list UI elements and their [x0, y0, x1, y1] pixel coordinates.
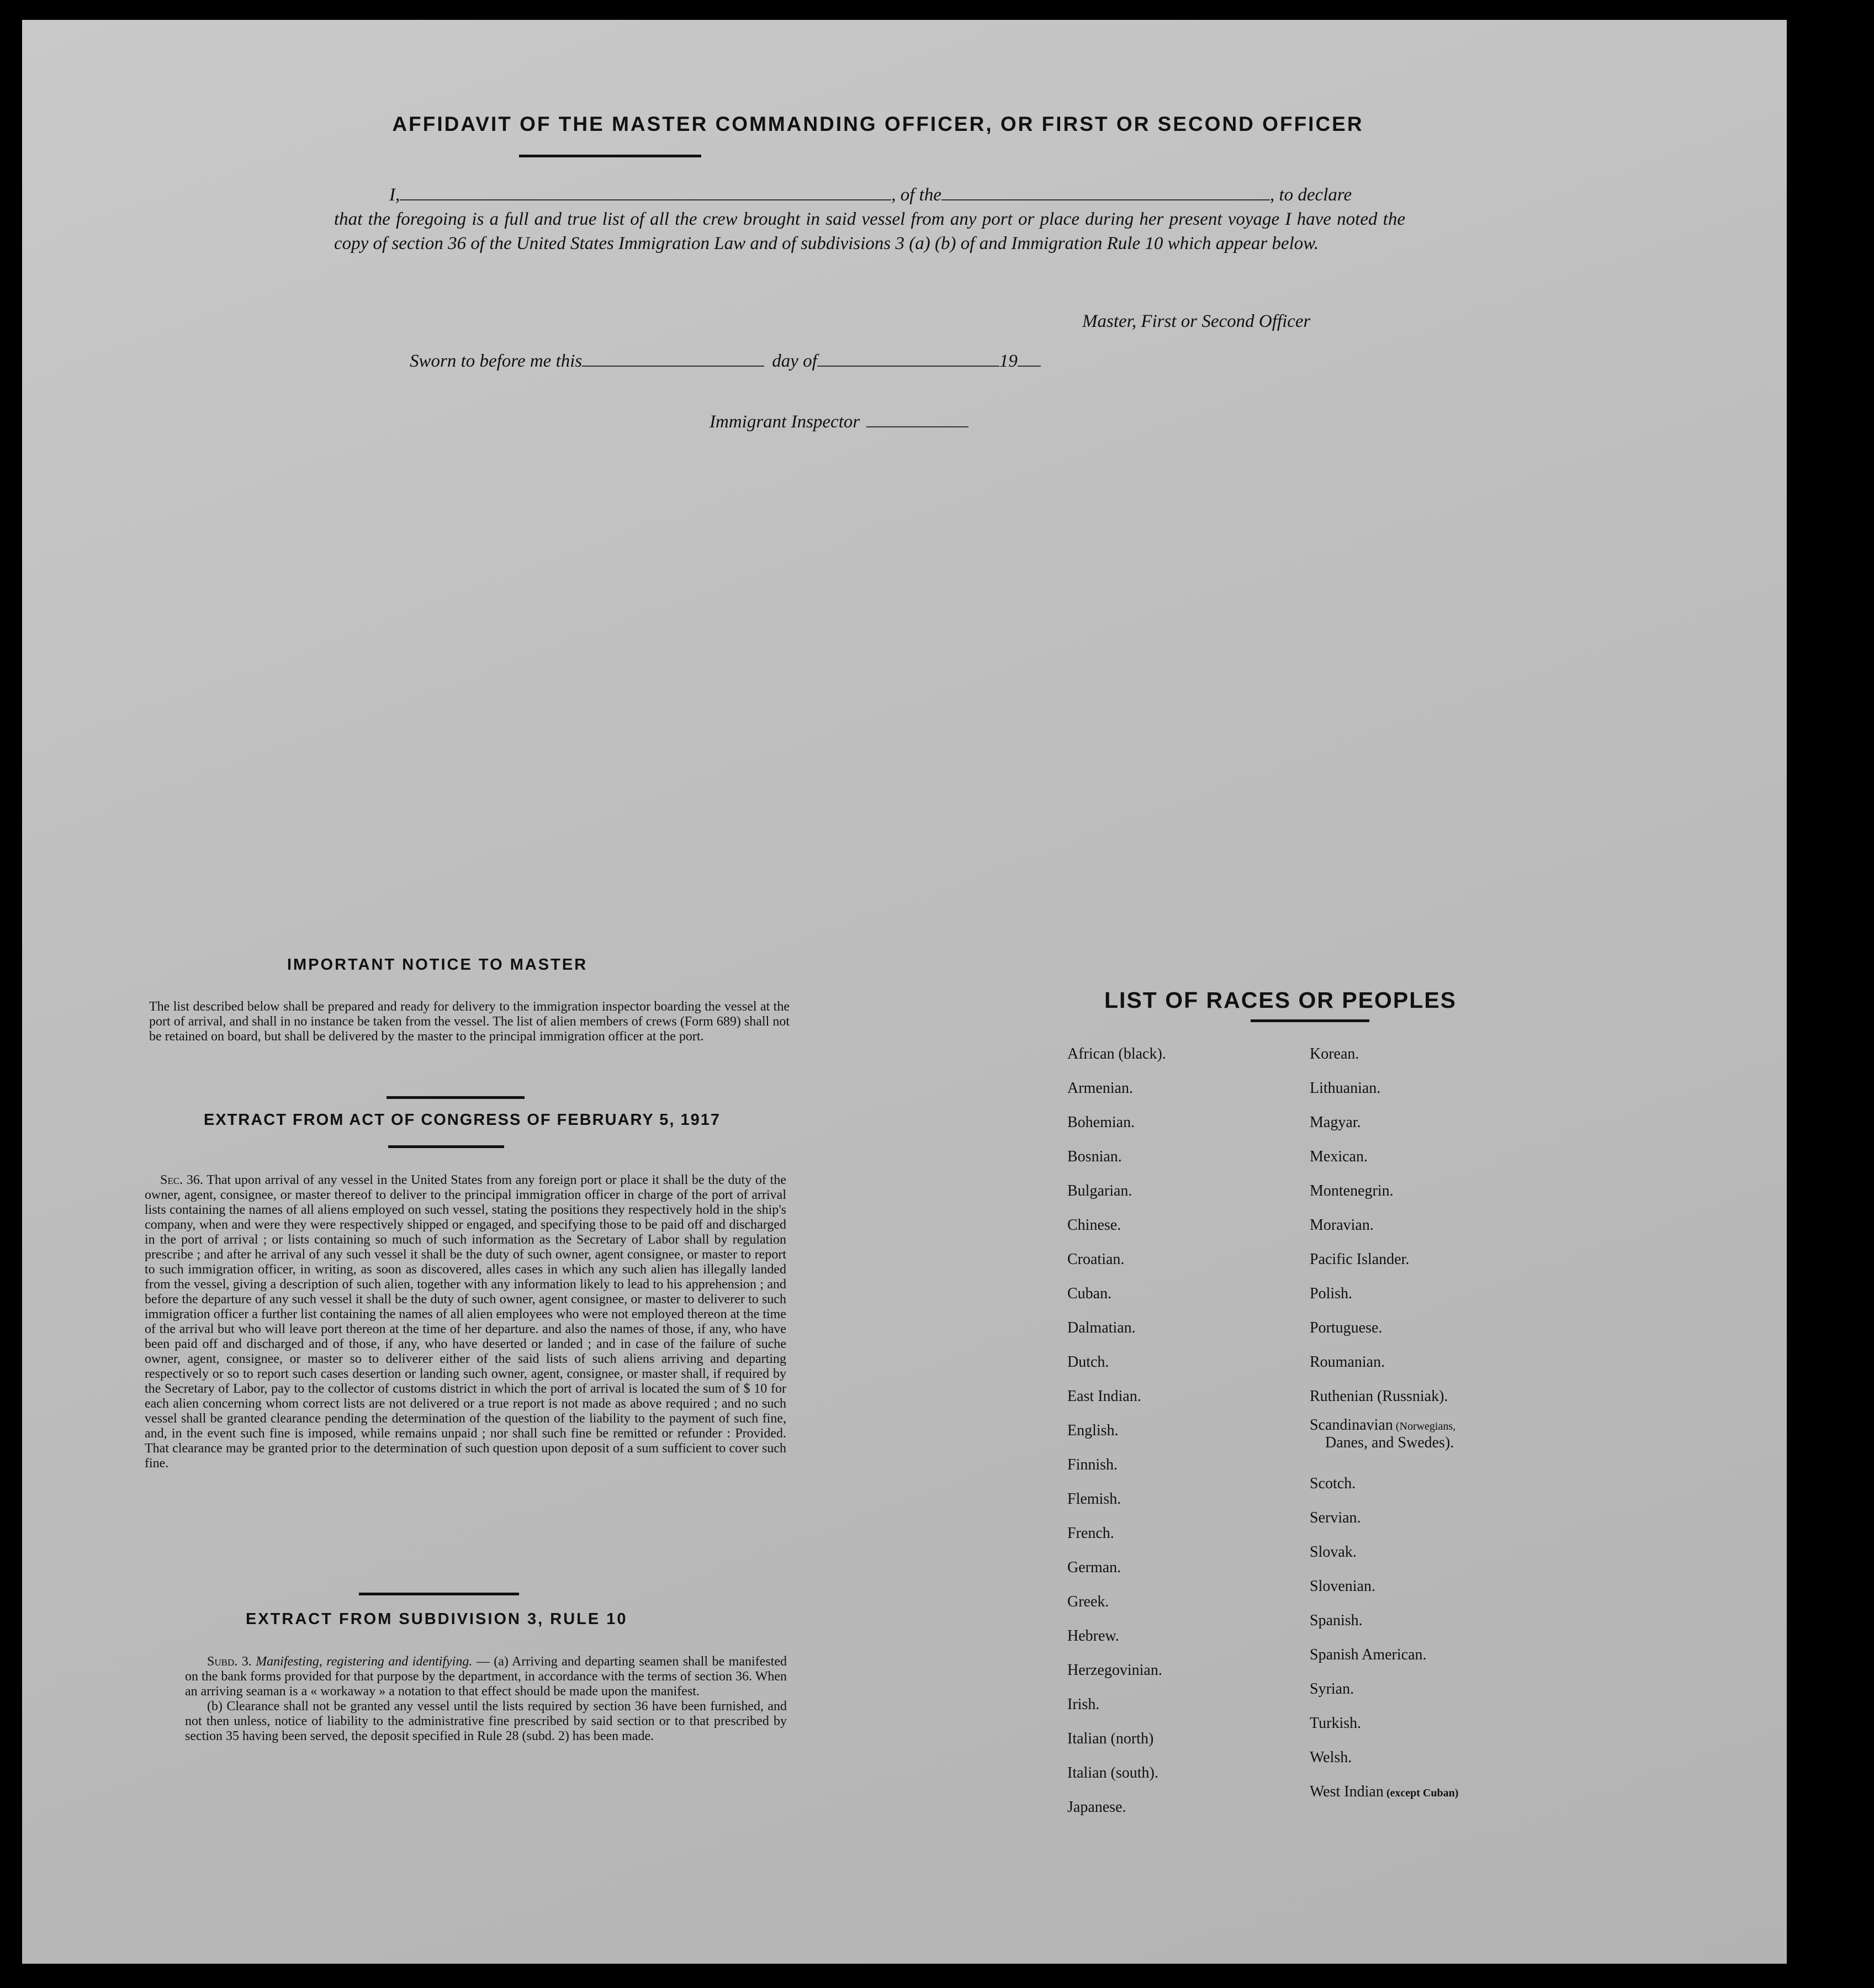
- race-item: [1310, 1208, 1458, 1242]
- section-36-text: That upon arrival of any vessel in the United States from any foreign port or place it shall be the duty of the owner, agent, consignee, or master thereof to deliver to the principal immigration officer in charge of the port of arrival lists containing the names of all aliens employed on such vessel, stating the positions they respectively hold in the ship's company, when and were they were respectively shipped or engaged, and specifying those to be paid off and discharged in the port of arrival ; or lists containing so much of such information as the Secretary of Labor shall by regulation prescribe ; and after he arrival of any such vessel it shall be the duty of such owner, agent consignee, or master to report to such immigration officer, in writing, as soon as discovered, alles cases in which any such alien has illegally landed from the vessel, giving a description of such alien, together with any information likely to lead to his apprehension ; and before the departure of any such vessel it shall be the duty of such owner, agent consignee, or master to deliverer to such immigration officer a further list containing the names of all alien employees who were not employed thereon at the time of the arrival but who will leave port thereon at the time of her departure. and also the names of those, if any, who have been paid off and discharged and of those, if any, who have deserted or landed ; and in case of the failure of suche owner, agent, consignee, or master so to deliverer either of the said lists of such aliens arriving and departing respectively or so to report such cases desertion or landing such owner, agent, consignee, or master shall, if required by the Secretary of Labor, pay to the collector of customs district in which the port of arrival is located the sum of $ 10 for each alien concerning whom correct lists are not delivered or a true report is not made as above required ; and no such vessel shall be granted clearance pending the determination of the question of the liability to the payment of such fine, and, in the event such fine is imposed, while remains unpaid ; nor shall such fine be remitted or refunder : Provided. That clearance may be granted prior to the determination of such question upon deposit of a sum sufficient to cover such fine.: [145, 1173, 787, 1471]
- sworn-month-field[interactable]: [817, 366, 999, 367]
- extract-rule-title: EXTRACT FROM SUBDIVISION 3, RULE 10: [246, 1610, 628, 1628]
- race-item: [1067, 1071, 1166, 1106]
- declarant-name-field[interactable]: [400, 199, 891, 200]
- race-label: Dutch.: [1067, 1353, 1109, 1371]
- race-label: Magyar.: [1310, 1114, 1361, 1131]
- race-label: East Indian.: [1067, 1388, 1141, 1405]
- race-label: Cuban.: [1067, 1285, 1112, 1302]
- race-item: [1067, 1311, 1166, 1345]
- race-label: Servian.: [1310, 1509, 1361, 1526]
- race-item: [1067, 1653, 1166, 1688]
- year-prefix: 19: [999, 351, 1018, 371]
- race-item: [1067, 1277, 1166, 1311]
- affidavit-title-rule: [519, 155, 701, 157]
- race-item: [1310, 1037, 1458, 1071]
- race-label: Welsh.: [1310, 1749, 1352, 1766]
- affidavit-declaration: [334, 183, 1405, 256]
- race-label: Scandinavian: [1310, 1416, 1393, 1434]
- race-item: [1067, 1174, 1166, 1208]
- races-column-2: [1310, 1037, 1458, 1809]
- race-item: [1067, 1106, 1166, 1140]
- race-label: Herzegovinian.: [1067, 1662, 1162, 1679]
- race-item: [1310, 1569, 1458, 1604]
- race-label: Turkish.: [1310, 1715, 1362, 1732]
- race-item: [1310, 1140, 1458, 1174]
- sworn-day-field[interactable]: [582, 366, 764, 367]
- race-label: Irish.: [1067, 1696, 1100, 1713]
- affidavit-line1: [334, 183, 1405, 207]
- race-item: [1310, 1604, 1458, 1638]
- race-label: Armenian.: [1067, 1080, 1133, 1097]
- race-label: Chinese.: [1067, 1217, 1121, 1234]
- race-label: Finnish.: [1067, 1456, 1118, 1473]
- race-label: Portuguese.: [1310, 1319, 1383, 1336]
- inspector-label: Immigrant Inspector: [710, 412, 860, 432]
- race-item: [1310, 1638, 1458, 1672]
- extract-rule-body: [185, 1654, 787, 1744]
- race-label: Greek.: [1067, 1593, 1109, 1610]
- inspector-signature-field[interactable]: [866, 426, 968, 427]
- race-label: Moravian.: [1310, 1217, 1374, 1234]
- extract-act-rule: [388, 1145, 504, 1148]
- races-title-rule: [1251, 1019, 1369, 1022]
- race-label: Montenegrin.: [1310, 1182, 1394, 1199]
- rule-para-b: (b) Clearance shall not be granted any vessel until the lists required by section 36 have been furnished, and not then unless, notice of liability to the administrative fine prescribed by said section or to that prescribed by section 35 having been served, the deposit specified in Rule 28 (subd. 2) has been made.: [185, 1699, 787, 1743]
- day-of-label: day of: [772, 351, 817, 371]
- race-label: Ruthenian (Russniak).: [1310, 1388, 1448, 1405]
- race-label: Bosnian.: [1067, 1148, 1122, 1165]
- race-item: [1067, 1722, 1166, 1756]
- race-item: [1310, 1775, 1458, 1809]
- race-label: French.: [1067, 1525, 1114, 1542]
- rule-para-a: [185, 1654, 787, 1699]
- race-item: [1310, 1379, 1458, 1414]
- race-item: [1310, 1242, 1458, 1277]
- race-item: [1310, 1672, 1458, 1706]
- race-label: Italian (south).: [1067, 1764, 1158, 1781]
- extract-act-title: EXTRACT FROM ACT OF CONGRESS OF FEBRUARY 5, 1917: [203, 1111, 721, 1129]
- vessel-name-field[interactable]: [941, 199, 1270, 200]
- race-label: Spanish.: [1310, 1612, 1363, 1629]
- race-label: Pacific Islander.: [1310, 1251, 1410, 1268]
- race-item: [1067, 1345, 1166, 1379]
- race-item: [1310, 1174, 1458, 1208]
- west-indian-note: (except Cuban): [1383, 1787, 1459, 1799]
- race-label: Lithuanian.: [1310, 1080, 1381, 1097]
- race-label: Syrian.: [1310, 1680, 1354, 1698]
- sworn-year-field[interactable]: [1018, 366, 1041, 367]
- document-page: [22, 20, 1787, 1964]
- race-item: [1067, 1516, 1166, 1551]
- extract-act-body: [145, 1173, 786, 1471]
- race-label: Japanese.: [1067, 1799, 1126, 1816]
- subd-label: Subd. 3.: [207, 1654, 252, 1669]
- race-label: English.: [1067, 1422, 1119, 1439]
- affidavit-body: that the foregoing is a full and true list of all the crew brought in said vessel from any port or place during her present voyage I have noted the copy of section 36 of the United States Immigration Law and of subdivisions 3 (a) (b) of and Immigration Rule 10 which appear below.: [334, 209, 1405, 253]
- scandinavian-note: (Norwegians,: [1393, 1420, 1456, 1432]
- race-item: [1067, 1756, 1166, 1790]
- race-item: [1067, 1414, 1166, 1448]
- notice-rule: [387, 1096, 525, 1099]
- sworn-label: Sworn to before me this: [410, 351, 583, 371]
- races-column-1: [1067, 1037, 1166, 1825]
- race-label: West Indian: [1310, 1783, 1384, 1800]
- race-item: [1310, 1467, 1458, 1501]
- race-label: Bulgarian.: [1067, 1182, 1132, 1199]
- race-item: [1067, 1448, 1166, 1482]
- race-label: Italian (north): [1067, 1730, 1154, 1747]
- race-item: [1310, 1706, 1458, 1741]
- race-item: [1067, 1619, 1166, 1653]
- race-item: [1310, 1414, 1458, 1467]
- notice-body: The list described below shall be prepared and ready for delivery to the immigration inspector boarding the vessel at the port of arrival, and shall in no instance be taken from the vessel. The list of alien members of crews (Form 689) shall not be retained on board, but shall be delivered by the master to the principal immigration officer at the port.: [149, 1000, 790, 1044]
- affidavit-i-label: I,: [389, 185, 400, 205]
- race-label: Flemish.: [1067, 1490, 1121, 1508]
- race-item: [1067, 1208, 1166, 1242]
- race-label: German.: [1067, 1559, 1121, 1576]
- race-label: Spanish American.: [1310, 1646, 1427, 1663]
- race-label: Dalmatian.: [1067, 1319, 1136, 1336]
- affidavit-of-the-label: , of the: [891, 185, 941, 205]
- para-a-text: — (a) Arriving and departing seamen shall be manifested on the bank forms provided for that purpose by the department, in accordance with the terms of section 36. When an arriving seaman is a « workaway » a notation to that effect should be made upon the manifest.: [185, 1654, 787, 1699]
- race-item: [1310, 1106, 1458, 1140]
- race-item: [1310, 1741, 1458, 1775]
- race-item: [1310, 1345, 1458, 1379]
- race-item: [1310, 1535, 1458, 1569]
- race-item: [1067, 1585, 1166, 1619]
- race-label: Korean.: [1310, 1045, 1359, 1062]
- notice-title: IMPORTANT NOTICE TO MASTER: [287, 956, 588, 974]
- race-item: [1067, 1037, 1166, 1071]
- torn-corner: [1814, 17, 1874, 199]
- race-label: Croatian.: [1067, 1251, 1125, 1268]
- subd-heading: Manifesting, registering and identifying.: [256, 1654, 473, 1669]
- race-label: Slovenian.: [1310, 1578, 1375, 1595]
- race-item: [1067, 1242, 1166, 1277]
- section-36-label: Sec. 36.: [160, 1173, 203, 1187]
- race-item: [1067, 1140, 1166, 1174]
- race-item: [1067, 1482, 1166, 1516]
- race-label: Roumanian.: [1310, 1353, 1385, 1371]
- races-title: LIST OF RACES OR PEOPLES: [1104, 987, 1457, 1013]
- race-item: [1067, 1379, 1166, 1414]
- race-label: Scotch.: [1310, 1475, 1356, 1492]
- master-signature-label: Master, First or Second Officer: [1082, 311, 1311, 331]
- race-label: Polish.: [1310, 1285, 1353, 1302]
- race-item: [1310, 1071, 1458, 1106]
- affidavit-declare-label: , to declare: [1269, 185, 1352, 205]
- race-label: Bohemian.: [1067, 1114, 1135, 1131]
- race-item: [1310, 1501, 1458, 1535]
- race-item: [1310, 1311, 1458, 1345]
- sworn-line: [410, 351, 1041, 372]
- race-item: [1067, 1688, 1166, 1722]
- race-item: [1310, 1277, 1458, 1311]
- race-item: [1067, 1790, 1166, 1825]
- race-label: Slovak.: [1310, 1543, 1357, 1561]
- affidavit-title: AFFIDAVIT OF THE MASTER COMMANDING OFFICER, OR FIRST OR SECOND OFFICER: [392, 113, 1364, 135]
- race-item: [1067, 1551, 1166, 1585]
- race-label: African (black).: [1067, 1045, 1166, 1062]
- race-label: Mexican.: [1310, 1148, 1368, 1165]
- scandinavian-note-line-2: Danes, and Swedes).: [1325, 1434, 1454, 1451]
- race-label: Hebrew.: [1067, 1627, 1119, 1645]
- extract-act-end-rule: [359, 1593, 519, 1595]
- inspector-line: [710, 412, 968, 432]
